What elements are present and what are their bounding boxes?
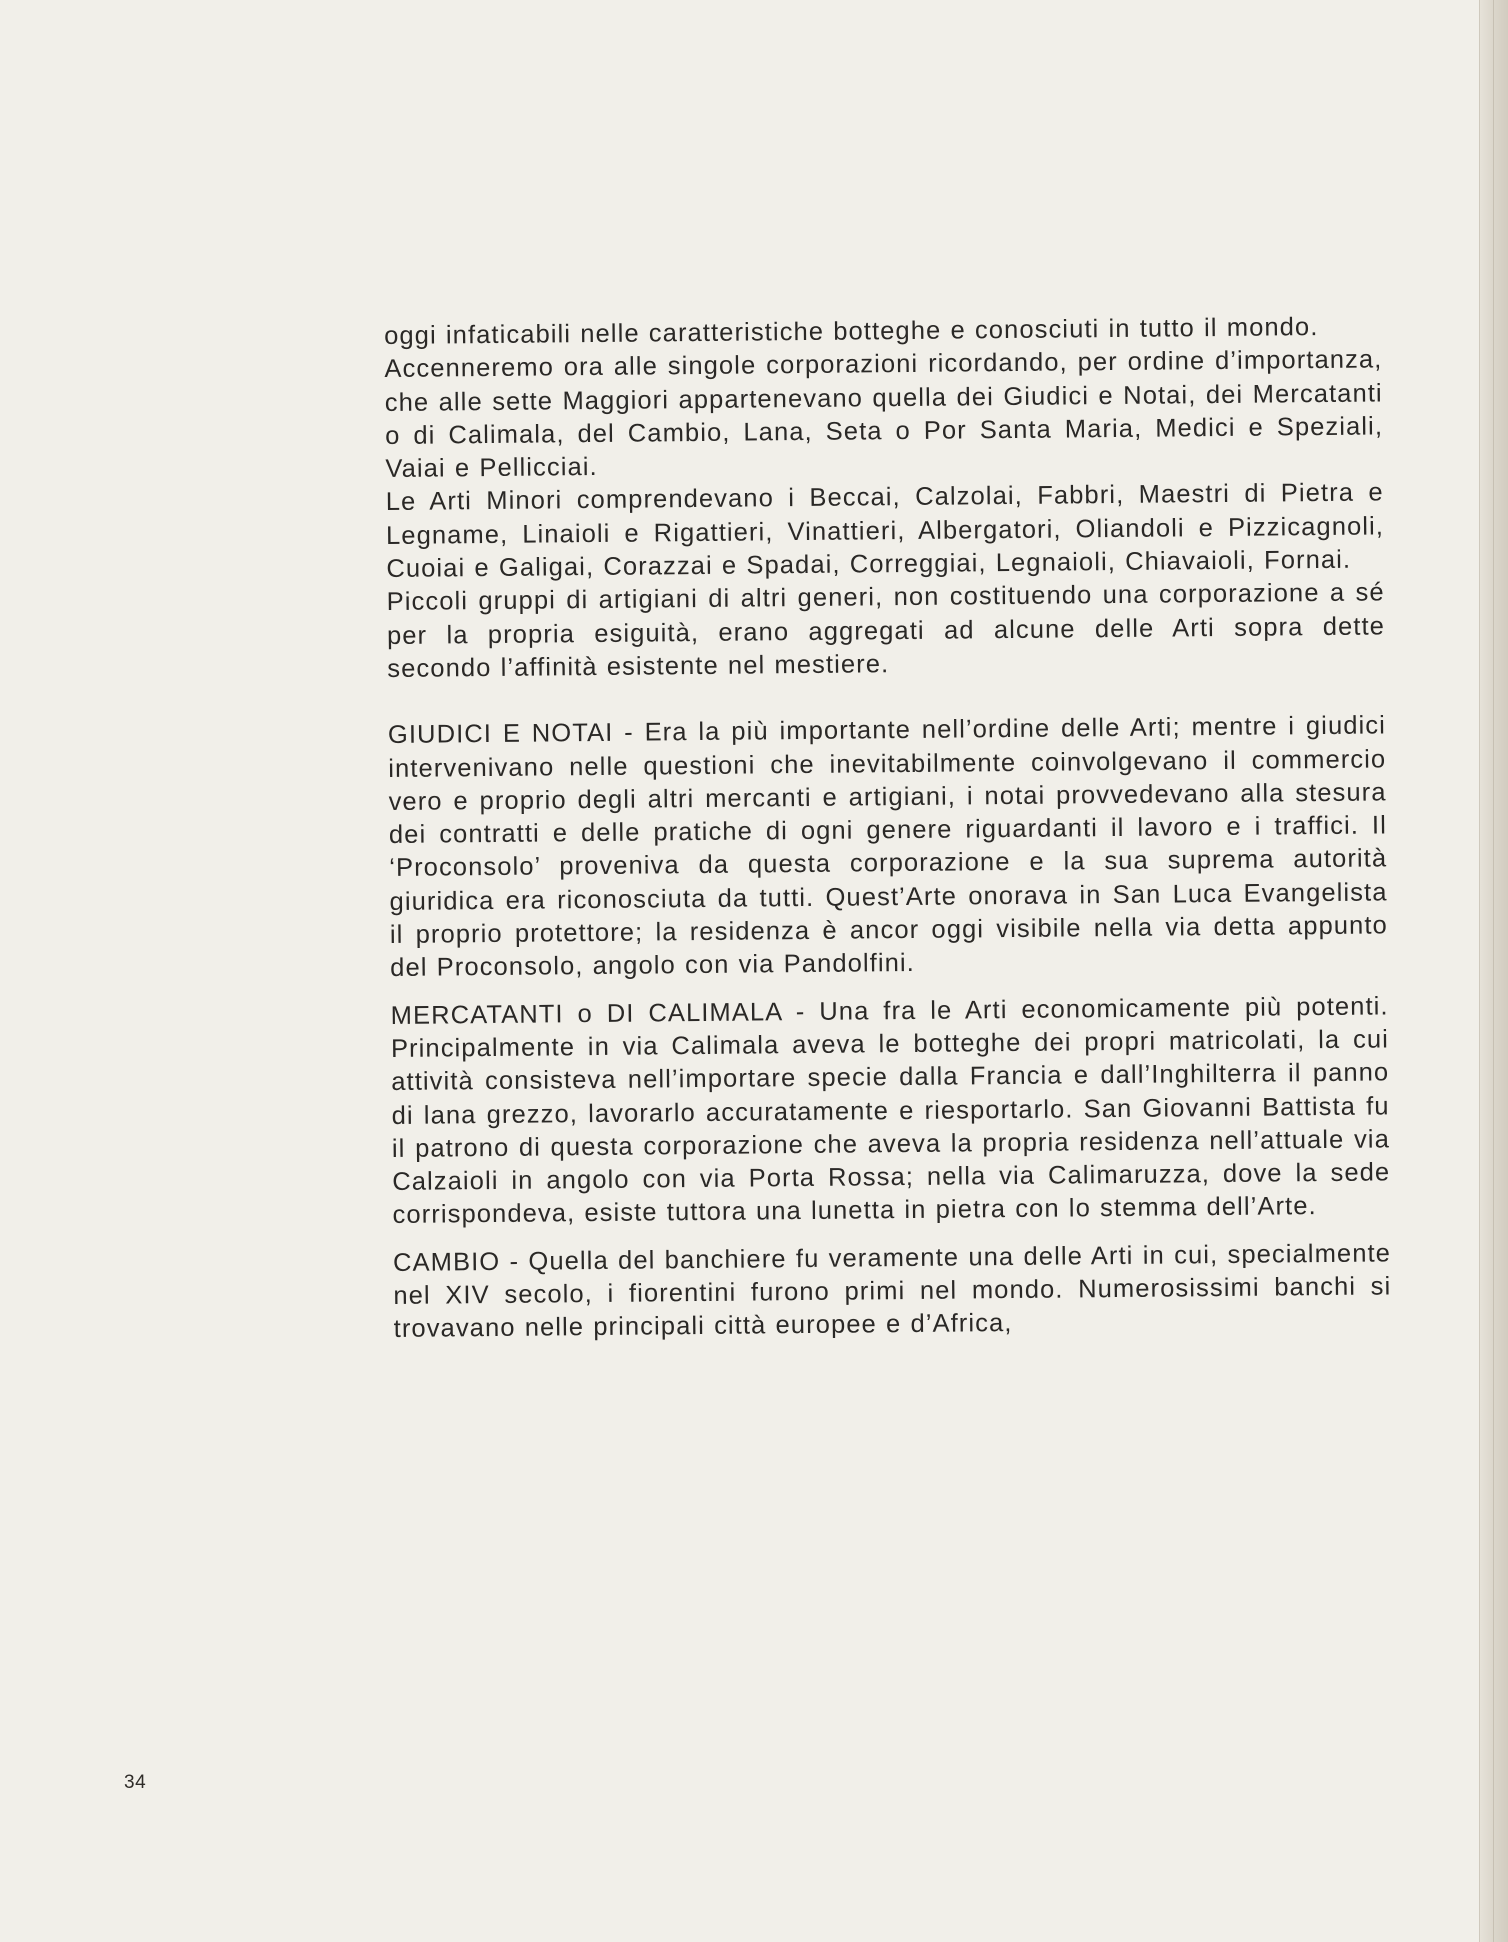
paragraph-minor-arts: Le Arti Minori comprendevano i Beccai, Calzolai, Fabbri, Maestri di Pietra e Legname, Linaioli e Rigattieri, Vinattieri, Albergatori, Oliandoli e Pizzicagnoli, Cuoiai e Galigai, Corazzai e Spadai, Correggiai, Legnaioli, Chiavaioli, Fornai. <box>385 478 1385 584</box>
paragraph-major-arts: Accenneremo ora alle singole corporazioni ricordando, per ordine d’importanza, che alle sette Maggiori appartenevano quella dei Giudici e Notai, dei Mercatanti o di Calimala, del Cambio, Lana, Seta o Por Santa Maria, Medici e Speziali, Vaiai e Pellicciai. <box>384 345 1384 484</box>
paragraph-mercatanti: MERCATANTI o DI CALIMALA - Una fra le Arti economicamente più potenti. Principalmente in via Calimala aveva le botteghe dei propri matricolati, la cui attività consisteva nell’importare specie dalla Francia e dall’Inghilterra il panno di lana grezzo, lavorarlo accuratamente e riesportarlo. San Giovanni Battista fu il patrono di questa corporazione che aveva la propria residenza nell’attuale via Calzaioli in angolo con via Porta Rossa; nella via Calimaruzza, dove la sede corrispondeva, esiste tuttora una lunetta in pietra con lo stemma dell’Arte. <box>390 992 1391 1230</box>
page-number: 34 <box>124 1772 147 1793</box>
paragraph-small-groups: Piccoli gruppi di artigiani di altri generi, non costituendo una corporazione a sé per la propria esiguità, erano aggregati ad alcune delle Arti sopra dette secondo l’affinità esistente nel mestiere. <box>386 578 1386 683</box>
body-text <box>384 310 1392 1346</box>
paragraph-intro-end: oggi infaticabili nelle caratteristiche botteghe e conosciuti in tutto il mondo. <box>384 313 1319 350</box>
page-edge-line <box>1493 0 1494 1942</box>
paragraph-giudici-e-notai: GIUDICI E NOTAI - Era la più importante nell’ordine delle Arti; mentre i giudici intervenivano nelle questioni che inevitabilmente coinvolgevano il commercio vero e proprio degli altri mercanti e artigiani, i notai provvedevano alla stesura dei contratti e delle pratiche di ogni genere riguardanti il lavoro e i traffici. Il ‘Proconsolo’ proveniva da questa corporazione e la sua suprema autorità giuridica era riconosciuta da tutti. Quest’Arte onorava in San Luca Evangelista il proprio protettore; la residenza è ancor oggi visibile nella via detta appunto del Proconsolo, angolo con via Pandolfini. <box>387 711 1388 983</box>
paragraph-cambio: CAMBIO - Quella del banchiere fu veramente una delle Arti in cui, specialmente nel XIV secolo, i fiorentini furono primi nel mondo. Numerosissimi banchi si trovavano nelle principali città europee e d’Africa, <box>392 1239 1392 1344</box>
